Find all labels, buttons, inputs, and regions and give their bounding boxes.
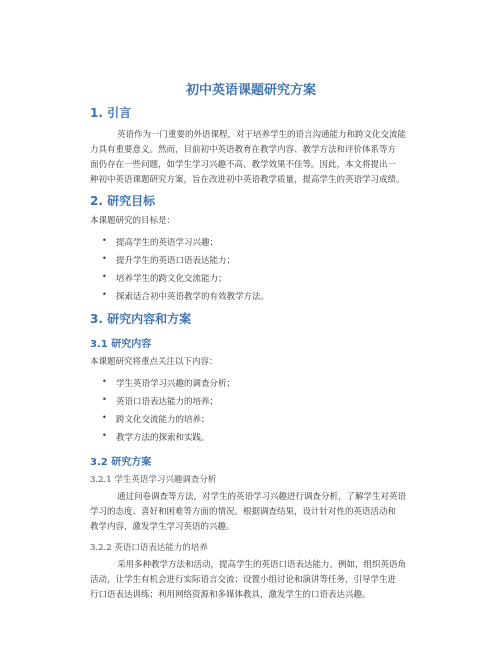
content-item: • 教学方法的探索和实践。 xyxy=(102,431,210,443)
s1-line-1: 通过问卷调查等方法，对学生的英语学习兴趣进行调查分析，了解学生对英语 xyxy=(117,492,407,502)
heading-intro: 1. 引言 xyxy=(90,106,132,120)
intro-line-3: 面仍存在一些问题，如学生学习兴趣不高、教学效果不佳等。因此，本文将提出一 xyxy=(90,160,397,170)
s1-line-2: 学习的态度、喜好和困难等方面的情况。根据调查结果，设计针对性的英语活动和 xyxy=(90,507,397,517)
heading-3-2-1: 3.2.1 学生英语学习兴趣调查分析 xyxy=(90,475,217,485)
content-item: • 跨文化交流能力的培养； xyxy=(102,413,210,425)
goal-item: • 提高学生的英语学习兴趣； xyxy=(102,236,219,248)
goal-item: • 培养学生的跨文化交流能力； xyxy=(102,272,227,284)
s2-line-1: 采用多种教学方法和活动，提高学生的英语口语表达能力。例如，组织英语角 xyxy=(117,560,407,570)
bullet-icon: • xyxy=(102,272,107,281)
heading-3-2-2: 3.2.2 英语口语表达能力的培养 xyxy=(90,543,208,553)
content-intro: 本课题研究将重点关注以下内容： xyxy=(90,357,218,367)
s2-line-2: 活动，让学生有机会进行实际语言交流；设置小组讨论和演讲等任务，引导学生进 xyxy=(90,575,397,585)
goal-item: • 提升学生的英语口语表达能力； xyxy=(102,254,236,266)
bullet-icon: • xyxy=(102,236,107,245)
content-item: • 英语口语表达能力的培养； xyxy=(102,395,219,407)
document-title: 初中英语课题研究方案 xyxy=(185,83,316,98)
bullet-icon: • xyxy=(102,431,107,440)
bullet-icon: • xyxy=(102,254,107,263)
s1-line-3: 教学内容，激发学生学习英语的兴趣。 xyxy=(90,522,235,532)
goal-item: • 探索适合初中英语教学的有效教学方法。 xyxy=(102,290,270,302)
intro-line-2: 力具有重要意义。然而，目前初中英语教育在教学内容、教学方法和评价体系等方 xyxy=(90,145,397,155)
heading-3-2: 3.2 研究方案 xyxy=(90,457,152,468)
intro-line-1: 英语作为一门重要的外语课程，对于培养学生的语言沟通能力和跨文化交流能 xyxy=(117,130,407,140)
bullet-icon: • xyxy=(102,395,107,404)
heading-goals: 2. 研究目标 xyxy=(90,194,156,208)
goals-intro: 本课题研究的目标是： xyxy=(90,216,176,226)
bullet-icon: • xyxy=(102,413,107,422)
bullet-icon: • xyxy=(102,290,107,299)
heading-content: 3. 研究内容和方案 xyxy=(90,312,192,326)
heading-3-1: 3.1 研究内容 xyxy=(90,339,152,350)
content-item: • 学生英语学习兴趣的调查分析； xyxy=(102,377,236,389)
s2-line-3: 行口语表达训练；利用网络资源和多媒体教具，激发学生的口语表达兴趣。 xyxy=(90,590,371,600)
bullet-icon: • xyxy=(102,377,107,386)
intro-line-4: 种初中英语课题研究方案，旨在改进初中英语教学质量，提高学生的英语学习成绩。 xyxy=(90,175,405,185)
